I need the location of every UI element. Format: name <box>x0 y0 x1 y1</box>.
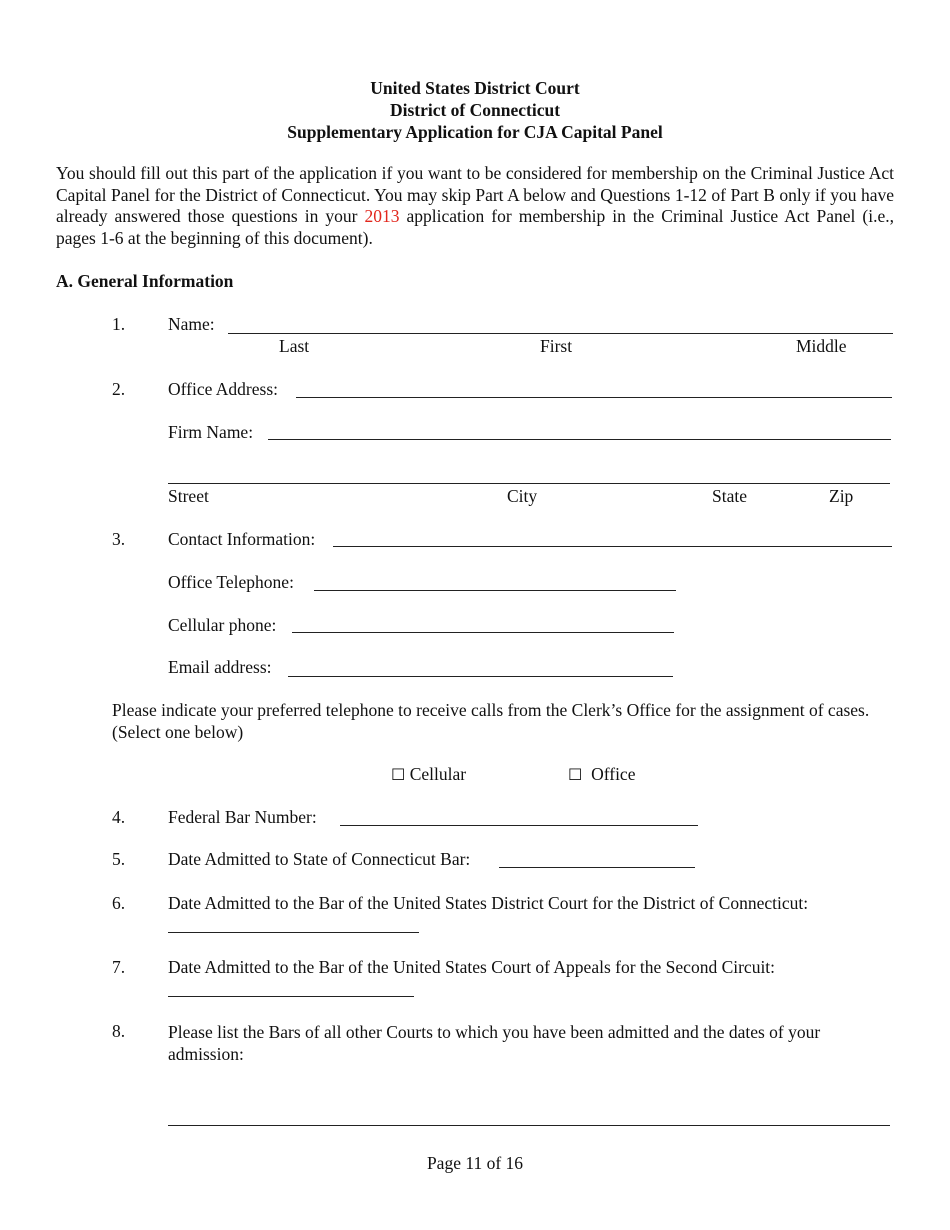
q1-number: 1. <box>112 314 126 334</box>
intro-year: 2013 <box>364 206 400 226</box>
q5-number: 5. <box>112 849 126 869</box>
cellular-checkbox-icon[interactable]: ☐ <box>391 765 406 784</box>
district-court-bar-date-field[interactable] <box>168 932 419 933</box>
contact-information-field[interactable] <box>333 546 892 547</box>
federal-bar-number-field[interactable] <box>340 825 698 826</box>
court-name: United States District Court <box>370 78 580 98</box>
office-checkbox-icon[interactable]: ☐ <box>568 765 583 784</box>
court-of-appeals-bar-date-field[interactable] <box>168 996 414 997</box>
q4-number: 4. <box>112 807 126 827</box>
email-address-field[interactable] <box>288 676 673 677</box>
name-sublabel-first: First <box>540 336 573 356</box>
address-sublabel-city: City <box>507 486 538 506</box>
other-bars-field[interactable] <box>168 1125 890 1126</box>
q6-label: Date Admitted to the Bar of the United States District Court for the District of Connecticut: <box>168 893 809 913</box>
q3-label: Contact Information: <box>168 529 316 549</box>
name-sublabel-last: Last <box>279 336 310 356</box>
q8-label: Please list the Bars of all other Courts to which you have been admitted and the dates of your admission: <box>168 1022 821 1064</box>
cellular-phone-field[interactable] <box>292 632 674 633</box>
q2-label: Office Address: <box>168 379 278 399</box>
firm-name-label: Firm Name: <box>168 422 254 442</box>
section-a-title: A. General Information <box>56 271 234 291</box>
q8-number: 8. <box>112 1021 126 1041</box>
cellular-option-label: Cellular <box>409 764 467 784</box>
q5-label: Date Admitted to State of Connecticut Bar: <box>168 849 471 869</box>
q1-label: Name: <box>168 314 215 334</box>
office-telephone-label: Office Telephone: <box>168 572 294 592</box>
q4-label: Federal Bar Number: <box>168 807 317 827</box>
office-option[interactable] <box>568 764 635 785</box>
name-field[interactable] <box>228 333 893 334</box>
address-sublabel-street: Street <box>168 486 209 506</box>
q7-number: 7. <box>112 957 126 977</box>
q3-number: 3. <box>112 529 126 549</box>
q7-label: Date Admitted to the Bar of the United States Court of Appeals for the Second Circuit: <box>168 957 776 977</box>
intro-paragraph <box>56 163 894 249</box>
connecticut-bar-date-field[interactable] <box>499 867 695 868</box>
firm-name-field[interactable] <box>268 439 891 440</box>
email-address-label: Email address: <box>168 657 272 677</box>
intro-text-before: You should fill out this part of the application if you want to be considered for membership on the Criminal Justice Act Capital Panel for the District of Connecticut. You may skip Part A below and Questions 1-12 of Part B only if you have already answered those questions in your <box>56 163 894 226</box>
q6-number: 6. <box>112 893 126 913</box>
intro-text-after: application for membership in the Criminal Justice Act Panel (i.e., pages 1-6 at the beginning of this document). <box>56 206 895 248</box>
name-sublabel-middle: Middle <box>796 336 847 356</box>
q2-number: 2. <box>112 379 126 399</box>
preferred-phone-instruction: Please indicate your preferred telephone to receive calls from the Clerk’s Office for the assignment of cases. (Select one below) <box>112 700 870 742</box>
document-title: Supplementary Application for CJA Capital Panel <box>287 122 663 142</box>
address-sublabel-state: State <box>712 486 747 506</box>
office-telephone-field[interactable] <box>314 590 676 591</box>
cellular-option[interactable] <box>391 764 466 785</box>
office-address-field[interactable] <box>296 397 892 398</box>
office-option-label: Office <box>591 764 636 784</box>
district-name: District of Connecticut <box>389 100 561 120</box>
cellular-phone-label: Cellular phone: <box>168 615 277 635</box>
page-number: Page 11 of 16 <box>426 1153 524 1173</box>
street-address-field[interactable] <box>168 483 890 484</box>
address-sublabel-zip: Zip <box>829 486 854 506</box>
